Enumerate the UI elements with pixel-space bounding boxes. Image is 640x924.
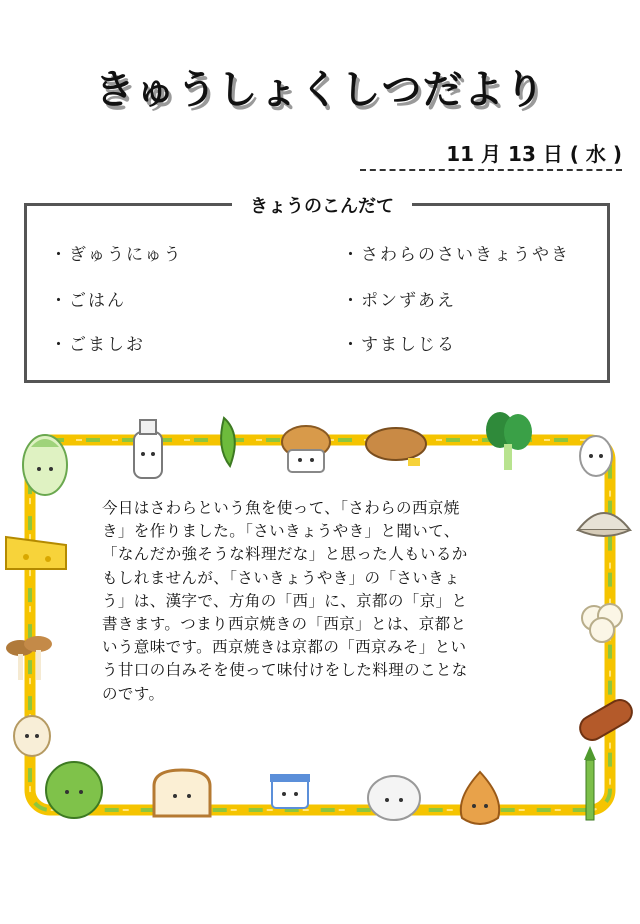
story-line: 「なんだか強そうな料理だな」と思った人もいるか (102, 545, 468, 564)
menu-item-milk: ・ぎゅうにゅう (50, 245, 183, 265)
onion-icon (461, 772, 499, 824)
story-line: う」は、漢字で、方角の「西」に、京都の「京」と (102, 591, 468, 610)
story-line: もしれませんが、「さいきょうやき」の「さいきょ (102, 568, 460, 587)
rice-bowl-icon (368, 776, 420, 820)
toast-icon (154, 770, 210, 816)
story-line: 今日はさわらという魚を使って、「さわらの西京焼 (102, 499, 460, 517)
menu-item-gomashio: ・ごましお (50, 335, 145, 355)
cabbage-icon (23, 435, 67, 495)
menu-heading: きょうのこんだて (232, 192, 412, 218)
asparagus-icon (584, 746, 596, 820)
egg-icon (580, 436, 612, 476)
yogurt-icon (270, 774, 310, 808)
menu-item-ponzu-ae: ・ポンずあえ (342, 291, 456, 311)
date-line: 11 月 13 日 ( 水 ) (360, 138, 622, 171)
menu-item-saikyoyaki: ・さわらのさいきょうやき (342, 245, 570, 265)
story-line: う甘口の白みそを使って味付けをした料理のことな (102, 661, 468, 680)
clam-icon (578, 513, 630, 536)
cauliflower-icon (582, 604, 622, 642)
bread-icon (366, 428, 426, 466)
milk-bottle-icon (134, 420, 162, 478)
lettuce-icon (46, 762, 102, 818)
menu-item-sumashijiru: ・すましじる (342, 335, 456, 355)
story-line: 書きます。つまり西京焼きの「西京」とは、京都と (102, 615, 467, 634)
page-title: きゅうしょくしつだより (94, 67, 546, 113)
natto-icon (282, 426, 330, 472)
story-line: いう意味です。西京焼きは京都の「西京みそ」とい (102, 638, 467, 657)
cheese-icon (6, 537, 66, 569)
menu-item-rice: ・ごはん (50, 291, 126, 311)
spinach-icon (486, 412, 532, 470)
story-line: のです。 (102, 684, 165, 703)
okra-icon (221, 418, 235, 466)
potato-icon (14, 716, 50, 756)
story-text (102, 497, 546, 706)
story-line: き」を作りました。「さいきょうやき」と聞いて、 (102, 522, 460, 541)
